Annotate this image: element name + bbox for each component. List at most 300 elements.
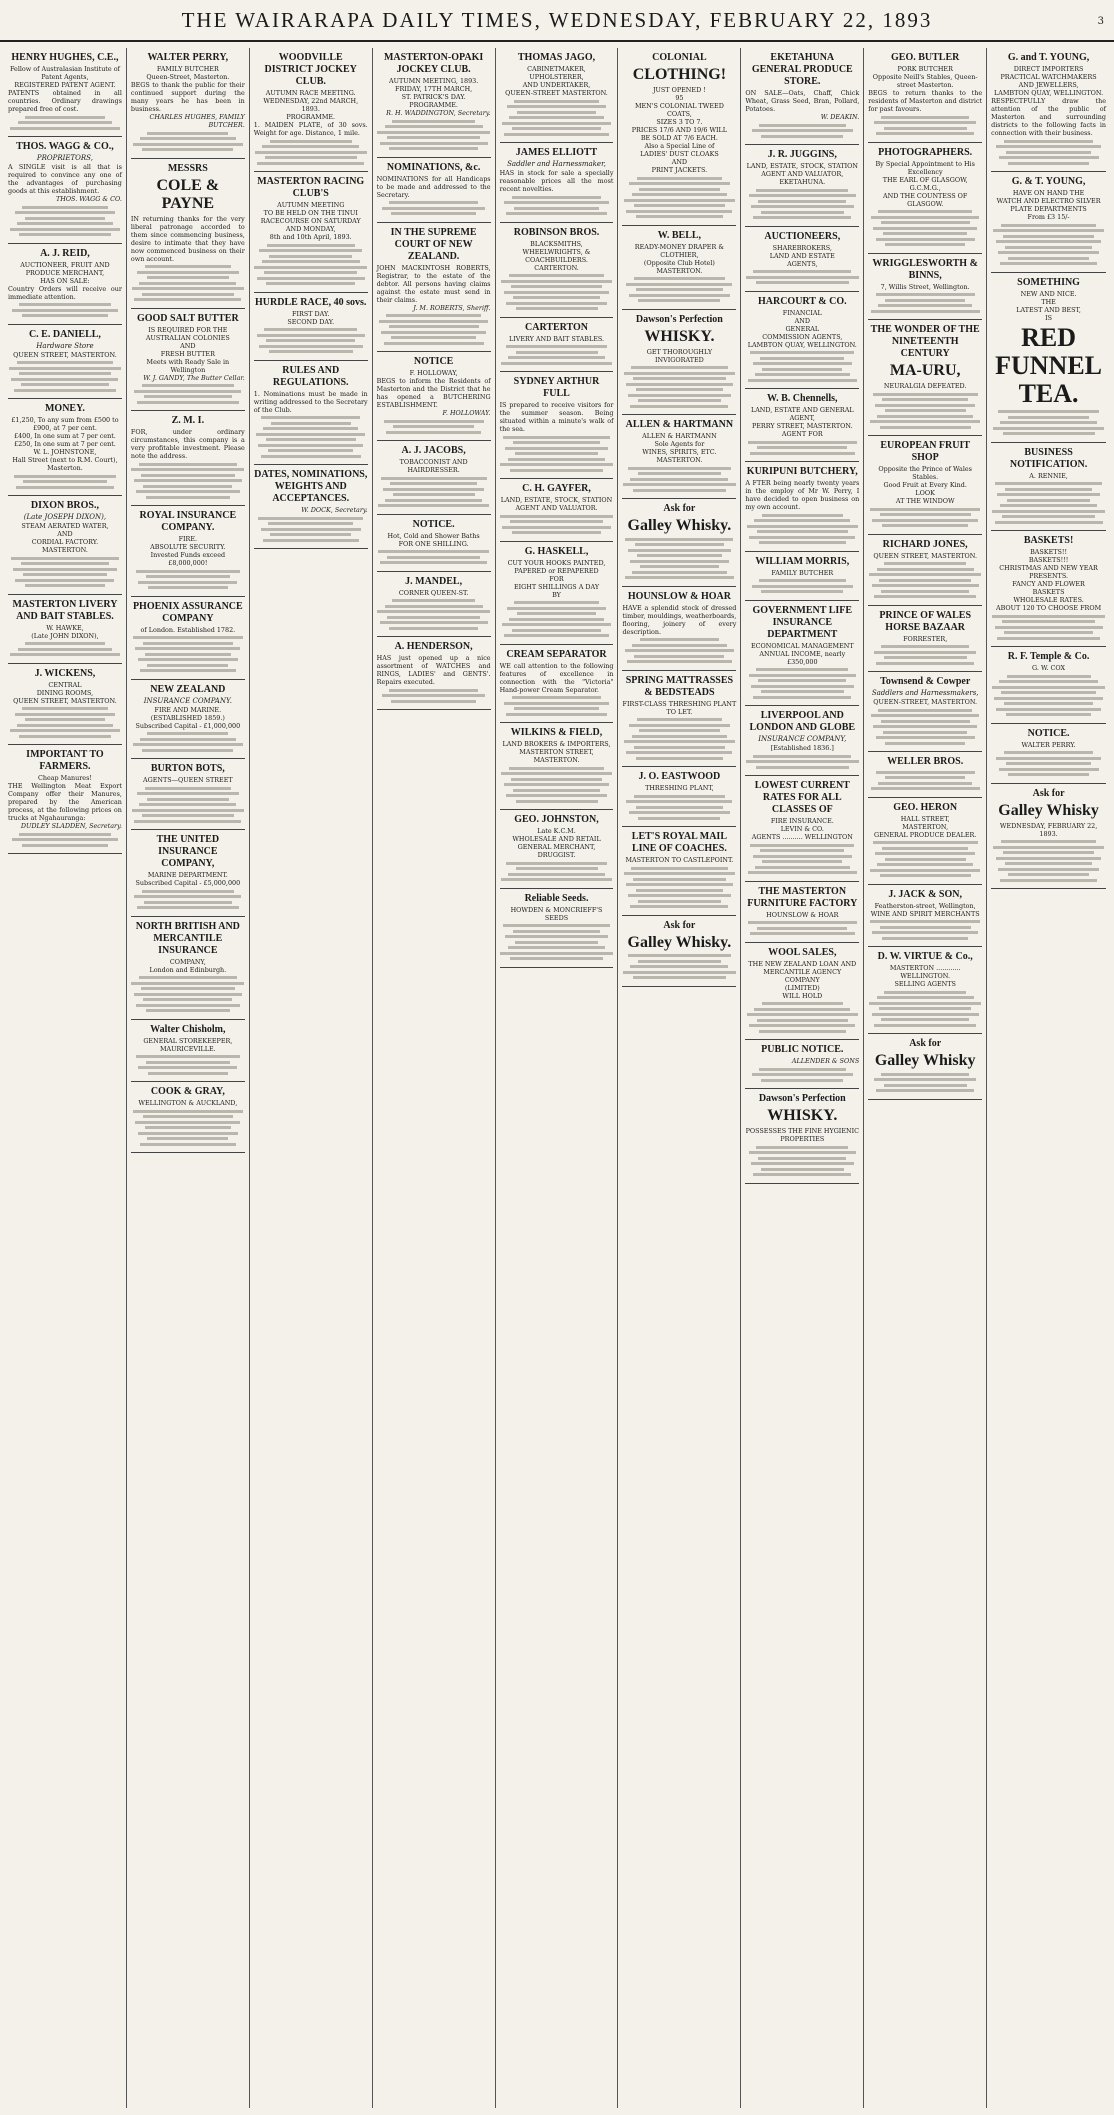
ad-display-text: WHISKY. <box>767 1107 838 1124</box>
ad-heading: MASTERTON LIVERY AND BAIT STABLES. <box>12 598 118 622</box>
small-print-block <box>622 366 736 408</box>
small-print-block <box>254 517 368 542</box>
ad-line: LAND AND ESTATE <box>769 251 835 260</box>
ad-line: EIGHT SHILLINGS A DAY <box>513 582 600 591</box>
advertisement <box>8 496 122 595</box>
ad-body-text: ON SALE—Oats, Chaff, Chick Wheat, Grass Seed, Bran, Pollard, Potatoes. <box>745 89 860 113</box>
ad-line: MASTERTON ............ WELLINGTON. <box>889 964 961 980</box>
ad-line: BE SOLD AT 7/6 EACH. <box>640 134 718 142</box>
advertisement <box>131 309 245 412</box>
ad-heading: KURIPUNI BUTCHERY, <box>746 466 858 477</box>
ad-line: SIZES 3 TO 7. <box>656 118 703 126</box>
ad-line: CARTERTON. <box>534 263 579 272</box>
small-print-block <box>745 921 859 935</box>
ad-display-text: Galley Whisky <box>874 1052 976 1069</box>
ad-line: Hall Street (next to R.M. Court), Masterton. <box>12 456 118 472</box>
small-print-block <box>131 636 245 672</box>
ad-line: G. W. COX <box>1032 664 1066 672</box>
ad-heading: CARTERTON <box>525 321 589 333</box>
ad-heading: MASTERTON-OPAKI JOCKEY CLUB. <box>383 52 484 75</box>
ad-line: From £3 15/- <box>1027 213 1070 221</box>
small-print-block <box>991 751 1106 776</box>
small-print-block <box>377 420 491 434</box>
advertisement <box>8 745 122 854</box>
ad-line: PERRY STREET, MASTERTON. <box>751 422 853 430</box>
ad-heading: ROYAL INSURANCE COMPANY. <box>139 510 237 533</box>
ad-heading: IMPORTANT TO FARMERS. <box>26 749 104 772</box>
advertisement <box>991 784 1106 890</box>
small-print-block <box>8 116 122 130</box>
ad-subheading: INSURANCE COMPANY. <box>143 696 232 705</box>
small-print-block <box>8 303 122 317</box>
small-print-block <box>8 361 122 392</box>
advertisement <box>745 943 859 1041</box>
ad-line: LAMBTON QUAY, WELLINGTON. <box>747 340 857 349</box>
ad-subheading: (Late JOSEPH DIXON), <box>23 513 107 521</box>
ad-line: LATEST AND BEST, <box>1016 305 1081 314</box>
small-print-block <box>254 244 368 286</box>
advertisement <box>8 595 122 664</box>
ad-line: HAVE ON HAND THE <box>1012 189 1085 197</box>
ad-heading: LOWEST CURRENT RATES FOR ALL CLASSES OF <box>754 780 850 815</box>
ad-heading: D. W. VIRTUE & Co., <box>877 951 973 962</box>
advertisement <box>622 226 736 310</box>
small-print-block <box>991 140 1106 165</box>
ad-line: 95 <box>675 94 684 102</box>
ad-heading: COLONIAL <box>652 52 707 63</box>
small-print-block <box>377 477 491 508</box>
ad-heading: G. HASKELL, <box>524 545 589 557</box>
ad-line: FOR <box>549 574 564 583</box>
small-print-block <box>868 920 982 940</box>
small-print-block <box>991 482 1106 524</box>
advertisement <box>8 48 122 137</box>
ad-line: STEAM AERATED WATER, <box>21 522 109 530</box>
ad-line: DINING ROOMS, <box>36 688 94 697</box>
ad-line: CUT YOUR HOOKS PAINTED, PAPERED or REPAPERED <box>507 558 606 575</box>
ad-heading: BASKETS! <box>1023 535 1074 546</box>
ad-line: SHAREBROKERS, <box>772 243 832 252</box>
ad-line: AND <box>180 341 196 350</box>
ad-line: LIVERY AND BAIT STABLES. <box>508 334 605 343</box>
advertisement <box>500 723 614 810</box>
ad-heading: WOODVILLE DISTRICT JOCKEY CLUB. <box>264 52 357 87</box>
ad-line: Cheap Manures! <box>37 774 92 782</box>
ad-heading: Townsend & Cowper <box>880 676 971 687</box>
ad-body-text: BEGS to return thanks to the residents of Masterton and district for past favours. <box>868 89 983 113</box>
ad-line: Opposite Neill's Stables, Queen-street Masterton. <box>872 73 978 89</box>
ad-line: MASTERTON STREET, MASTERTON. <box>519 748 594 764</box>
column-7 <box>741 48 864 2108</box>
ad-line: FRIDAY, 17TH MARCH, <box>395 85 473 93</box>
ad-line: A. RENNIE, <box>1029 471 1068 480</box>
ad-body-text: THE Wellington Meat Export Company offer their Manures, prepared by the American process, at the following prices on trucks at Ngahauranga: <box>8 782 122 822</box>
ad-line: SECOND DAY. <box>287 317 335 326</box>
ad-heading: SYDNEY ARTHUR FULL <box>513 376 600 399</box>
ad-line: AND <box>57 530 73 538</box>
ad-heading: Dawson's Perfection <box>758 1093 846 1104</box>
ad-line: QUEEN-STREET MASTERTON. <box>505 89 608 97</box>
ad-line: ANNUAL INCOME, nearly £350,000 <box>759 649 846 666</box>
ad-line: Fellow of Australasian Institute of Patent Agents, <box>9 65 120 81</box>
small-print-block <box>745 668 859 699</box>
ad-line: FANCY AND FLOWER <box>1012 580 1085 588</box>
ad-heading: COOK & GRAY, <box>150 1086 225 1097</box>
advertisement <box>500 48 614 143</box>
ad-line: LAND BROKERS & IMPORTERS, <box>502 740 611 748</box>
ad-heading: Ask for <box>909 1038 942 1049</box>
ad-heading: CREAM SEPARATOR <box>506 648 607 660</box>
ad-line: QUEEN STREET, MASTERTON. <box>13 696 117 705</box>
column-6 <box>618 48 741 2108</box>
ad-body-text: Country Orders will receive our immediate attention. <box>8 284 122 301</box>
ad-line: (ESTABLISHED 1859.) <box>150 713 225 722</box>
ad-heading: THE UNITED INSURANCE COMPANY, <box>156 834 220 869</box>
small-print-block <box>745 755 859 769</box>
ad-heading: THOS. WAGG & CO., <box>16 141 114 152</box>
ad-display-text: Galley Whisky. <box>627 517 732 534</box>
small-print-block <box>622 177 736 219</box>
ad-display-text: WHISKY. <box>644 327 715 345</box>
ad-line: CHRISTMAS AND NEW YEAR <box>999 564 1098 572</box>
ad-heading: EUROPEAN FRUIT SHOP <box>880 440 971 463</box>
ad-heading: PHOTOGRAPHERS. <box>878 146 973 158</box>
ad-line: DIRECT IMPORTERS <box>1013 65 1084 73</box>
ad-heading: HOUNSLOW & HOAR <box>627 590 731 602</box>
ad-heading: THE MASTERTON FURNITURE FACTORY <box>747 885 858 909</box>
ad-heading: G. & T. YOUNG, <box>1011 176 1086 187</box>
advertisement <box>745 1040 859 1089</box>
advertisement <box>991 273 1106 443</box>
advertisement <box>377 515 491 572</box>
ad-heading: Walter Chisholm, <box>150 1023 226 1035</box>
small-print-block <box>131 1110 245 1146</box>
ad-heading: GOVERNMENT LIFE INSURANCE DEPARTMENT <box>752 604 853 640</box>
ad-line: GENERAL STOREKEEPER, <box>143 1036 233 1045</box>
ad-display-text: MA-URU, <box>889 362 961 379</box>
advertisement <box>377 158 491 223</box>
ad-signature: ALLENDER & SONS <box>791 1057 860 1065</box>
ad-signature: J. M. ROBERTS, Sheriff. <box>413 303 491 312</box>
advertisement <box>500 223 614 318</box>
ad-line: MAURICEVILLE. <box>159 1044 216 1053</box>
ad-heading: GEO. BUTLER <box>891 52 960 63</box>
ad-line: GENERAL PRODUCE DEALER. <box>874 830 977 839</box>
ad-line: UPHOLSTERER, <box>529 73 584 81</box>
ad-line: FIRE. <box>178 535 198 543</box>
ad-heading: GEO. HERON <box>893 801 958 813</box>
ad-display-text: Galley Whisky. <box>627 933 732 951</box>
ad-line: FIRST-CLASS THRESHING PLANT <box>622 699 737 708</box>
ad-line: £250, In one sum at 7 per cent. <box>14 440 116 448</box>
ad-heading: J. WICKENS, <box>34 667 96 679</box>
advertisement <box>377 223 491 353</box>
ad-line: [Established 1836.] <box>770 744 834 752</box>
small-print-block <box>622 277 736 302</box>
ad-body-text: IN returning thanks for the very liberal patronage accorded to them since commencing business, desire to intimate that they have now commenced business on their own account. <box>130 214 245 263</box>
small-print-block <box>991 615 1106 640</box>
advertisement <box>500 542 614 645</box>
advertisement <box>131 680 245 760</box>
ad-line: LADIES' DUST CLOAKS <box>640 150 719 158</box>
small-print-block <box>500 274 614 310</box>
advertisement <box>868 143 982 254</box>
small-print-block <box>8 642 122 656</box>
ad-heading: A. J. JACOBS, <box>401 445 466 456</box>
ad-signature: W. DEAKIN. <box>820 113 860 121</box>
advertisement <box>377 352 491 441</box>
ad-line: LAMBTON QUAY, WELLINGTON. <box>994 89 1104 97</box>
ad-body-text: 1. Nominations must be made in writing addressed to the Secretary of the Club. <box>253 389 368 414</box>
advertisement <box>622 767 736 827</box>
ad-line: (Late JOHN DIXON), <box>31 631 99 640</box>
ad-line: Featherston-street, Wellington, <box>874 901 976 910</box>
ad-display-text: RED FUNNEL TEA. <box>995 322 1103 408</box>
ad-body-text: PATENTS obtained in all countries. Ordinary drawings prepared free of cost. <box>8 89 122 113</box>
small-print-block <box>745 351 859 382</box>
ad-heading: GOOD SALT BUTTER <box>136 312 239 324</box>
ad-display-text: Galley Whisky <box>998 801 1099 819</box>
advertisement <box>622 415 736 499</box>
advertisement <box>500 810 614 889</box>
ad-heading: WRIGGLESWORTH & BINNS, <box>872 257 978 281</box>
ad-signature: THOS. WAGG & CO. <box>55 195 122 203</box>
advertisement <box>868 752 982 798</box>
ad-heading: IN THE SUPREME COURT OF NEW ZEALAND. <box>390 226 477 262</box>
ad-line: £1,250, To any sum from £500 to £900, at 7 per cent. <box>11 416 119 432</box>
ad-line: QUEEN STREET, MASTERTON. <box>13 350 117 359</box>
small-print-block <box>868 393 982 429</box>
ad-line: LOOK <box>915 489 935 497</box>
small-print-block <box>131 890 245 910</box>
ad-heading: GEO. JOHNSTON, <box>514 814 599 825</box>
small-print-block <box>131 265 245 301</box>
ad-line: AUTUMN MEETING <box>277 201 345 209</box>
ad-line: MASTERTON. <box>656 456 703 464</box>
ad-line: CENTRAL <box>48 680 82 689</box>
advertisement <box>131 1082 245 1153</box>
ad-body-text: NOMINATIONS for all Handicaps to be made and addressed to the Secretary. <box>376 174 491 199</box>
ad-line: JUST OPENED ! <box>652 86 706 94</box>
advertisement <box>377 48 491 158</box>
ad-line: PRACTICAL WATCHMAKERS <box>1000 73 1097 81</box>
ad-line: CORNER QUEEN-ST. <box>398 588 469 597</box>
small-print-block <box>131 787 245 823</box>
ad-line: PRESENTS. <box>1029 572 1068 580</box>
column-9 <box>987 48 1110 2108</box>
small-print-block <box>745 1068 859 1082</box>
small-print-block <box>868 562 982 598</box>
newspaper-title: THE WAIRARAPA DAILY TIMES, WEDNESDAY, FEBRUARY 22, 1893 <box>181 8 933 32</box>
small-print-block <box>131 976 245 1012</box>
advertisement <box>745 776 859 882</box>
small-print-block <box>500 436 614 472</box>
ad-signature: W. DOCK, Secretary. <box>301 506 368 514</box>
ad-line: THE <box>1041 297 1056 306</box>
advertisement <box>8 137 122 244</box>
ad-line: MASTERTON. <box>42 546 88 554</box>
advertisement <box>622 499 736 587</box>
ad-body-text: WE call attention to the following features of excellence in connection with the "Victoria" Hand-power Cream Separator. <box>499 661 614 694</box>
ad-heading: WELLER BROS. <box>887 756 964 767</box>
ad-heading: NORTH BRITISH AND MERCANTILE INSURANCE <box>135 920 240 956</box>
ad-line: AT THE WINDOW <box>895 497 955 505</box>
ad-body-text: FOR, under ordinary circumstances, this company is a very profitable investment. Please note the address. <box>130 428 245 460</box>
ad-line: HOUNSLOW & HOAR <box>766 910 839 919</box>
small-print-block <box>622 538 736 580</box>
ad-heading: C. E. DANIELL, <box>28 328 101 340</box>
advertisement <box>131 917 245 1020</box>
ad-line: MEN'S COLONIAL TWEED <box>634 102 724 110</box>
small-print-block <box>500 767 614 803</box>
advertisement <box>254 465 368 549</box>
ad-line: FAMILY BUTCHER <box>156 65 219 73</box>
advertisement <box>868 254 982 321</box>
ad-line: WILL HOLD <box>782 991 823 1000</box>
ad-heading: MASTERTON RACING CLUB'S <box>257 176 365 199</box>
ad-line: COATS, <box>666 110 692 118</box>
ad-heading: J. O. EASTWOOD <box>638 771 721 782</box>
ad-heading: JAMES ELLIOTT <box>515 147 598 158</box>
ad-line: W. L. JOHNSTONE, <box>33 448 97 456</box>
ad-heading: BURTON BOTS, <box>150 763 225 774</box>
ad-line: W. HAWKE, <box>46 623 84 632</box>
ad-heading: AUCTIONEERS, <box>764 230 841 242</box>
advertisement <box>500 318 614 373</box>
advertisement <box>991 172 1106 273</box>
ad-line: Sole Agents for <box>654 440 705 448</box>
ad-line: BLACKSMITHS, WHEELWRIGHTS, & COACHBUILDERS. <box>522 239 591 264</box>
advertisement <box>254 48 368 172</box>
ad-heading: C. H. GAYFER, <box>522 483 591 494</box>
ad-signature: R. H. WADDINGTON, Secretary. <box>386 109 491 117</box>
column-3 <box>250 48 373 2108</box>
ad-line: PORK BUTCHER <box>897 65 953 73</box>
ad-line: GET THOROUGHLY INVIGORATED <box>646 347 713 364</box>
ad-line: WATCH AND ELECTRO SILVER PLATE DEPARTMENTS <box>996 197 1101 213</box>
ad-heading: NOTICE. <box>1027 727 1070 739</box>
ad-heading: HURDLE RACE, 40 sovs. <box>255 296 367 308</box>
advertisement <box>377 637 491 710</box>
ad-line: BY <box>552 590 561 599</box>
ad-signature: DUDLEY SLADDEN, Secretary. <box>20 822 122 830</box>
ad-heading: THE WONDER OF THE NINETEENTH CENTURY <box>870 324 980 359</box>
small-print-block <box>8 833 122 847</box>
ad-line: HAS ON SALE: <box>40 276 90 285</box>
ad-line: AGENT FOR <box>781 430 823 438</box>
small-print-block <box>745 1002 859 1033</box>
advertisement <box>745 145 859 227</box>
advertisement <box>991 48 1106 172</box>
ad-heading: WILLIAM MORRIS, <box>755 555 850 567</box>
ad-line: AND THE COUNTESS OF GLASGOW. <box>883 191 968 208</box>
ad-line: CABINETMAKER, <box>527 65 586 73</box>
ad-body-text: A SINGLE visit is all that is required to convince any one of the advantages of purchasing goods at this establishment. <box>8 163 122 195</box>
advertisement <box>8 664 122 746</box>
small-print-block <box>131 132 245 152</box>
small-print-block <box>377 550 491 564</box>
small-print-block <box>8 557 122 588</box>
advertisement <box>377 572 491 638</box>
small-print-block <box>622 718 736 760</box>
ad-heading: A. HENDERSON, <box>394 641 473 652</box>
ad-line: LAND, ESTATE AND GENERAL AGENT, <box>750 406 854 422</box>
small-print-block <box>991 410 1106 435</box>
ad-heading: MONEY. <box>44 403 85 414</box>
ad-line: 7, Willis Street, Wellington. <box>880 282 970 291</box>
ad-line: TOBACCONIST AND HAIRDRESSER. <box>399 458 468 474</box>
ad-line: Invested Funds exceed £8,000,000! <box>150 551 226 567</box>
ad-line: Good Fruit at Every Kind. <box>883 481 967 489</box>
ad-heading: BUSINESS NOTIFICATION. <box>1009 446 1088 470</box>
ad-line: WEDNESDAY, FEBRUARY 22, 1893. <box>999 821 1098 838</box>
small-print-block <box>868 991 982 1027</box>
advertisement <box>131 48 245 159</box>
advertisement <box>131 1020 245 1083</box>
ad-line: BASKETS!! <box>1030 548 1068 556</box>
ad-line: REGISTERED PATENT AGENT. <box>14 81 116 89</box>
small-print-block <box>8 206 122 237</box>
ad-line: ABOUT 120 TO CHOOSE FROM <box>995 604 1102 612</box>
ad-heading: WILKINS & FIELD, <box>510 727 603 738</box>
ad-body-text: A FTER being nearly twenty years in the employ of Mr W. Perry, I have decided to open business on my own account. <box>745 479 860 511</box>
advertisement <box>868 606 982 673</box>
ad-line: PROGRAMME. <box>286 113 336 121</box>
ad-line: EKETAHUNA. <box>779 178 826 186</box>
ad-heading: PHOENIX ASSURANCE COMPANY <box>132 600 243 624</box>
ad-line: By Special Appointment to His Excellency <box>875 159 975 176</box>
small-print-block <box>377 689 491 703</box>
small-print-block <box>500 924 614 960</box>
small-print-block <box>377 120 491 151</box>
ad-heading: Ask for <box>663 503 696 514</box>
small-print-block <box>745 270 859 284</box>
advertisement <box>500 645 614 724</box>
small-print-block <box>254 140 368 165</box>
small-print-block <box>500 696 614 716</box>
small-print-block <box>254 328 368 353</box>
small-print-block <box>991 224 1106 266</box>
advertisement <box>500 143 614 223</box>
small-print-block <box>500 345 614 365</box>
advertisement <box>131 759 245 830</box>
advertisement <box>745 462 859 552</box>
ad-heading: Ask for <box>1032 787 1065 799</box>
ad-line: of London. Established 1782. <box>140 625 236 634</box>
ad-line: F. HOLLOWAY, <box>409 369 458 377</box>
ad-subheading: Saddler and Harnessmaker, <box>507 160 606 168</box>
ad-line: TO BE HELD ON THE TINUI RACECOURSE ON SATURDAY AND MONDAY, <box>260 209 361 233</box>
advertisement <box>8 325 122 400</box>
advertisement <box>745 48 859 145</box>
advertisement <box>500 889 614 968</box>
ad-heading: NOTICE <box>413 356 454 367</box>
ad-heading: HENRY HUGHES, C.E., <box>11 52 119 63</box>
ad-heading: PUBLIC NOTICE. <box>761 1044 844 1055</box>
small-print-block <box>131 570 245 590</box>
small-print-block <box>254 416 368 458</box>
small-print-block <box>131 732 245 752</box>
ad-line: BASKETS <box>1032 588 1065 596</box>
advertisement <box>131 506 245 597</box>
ad-heading: NEW ZEALAND <box>150 683 226 695</box>
small-print-block <box>377 201 491 215</box>
ad-line: LEVIN & CO. <box>780 825 824 833</box>
small-print-block <box>745 124 859 138</box>
advertisement <box>8 399 122 496</box>
small-print-block <box>8 475 122 489</box>
ad-line: WEDNESDAY, 22nd MARCH, 1893. <box>263 97 359 113</box>
